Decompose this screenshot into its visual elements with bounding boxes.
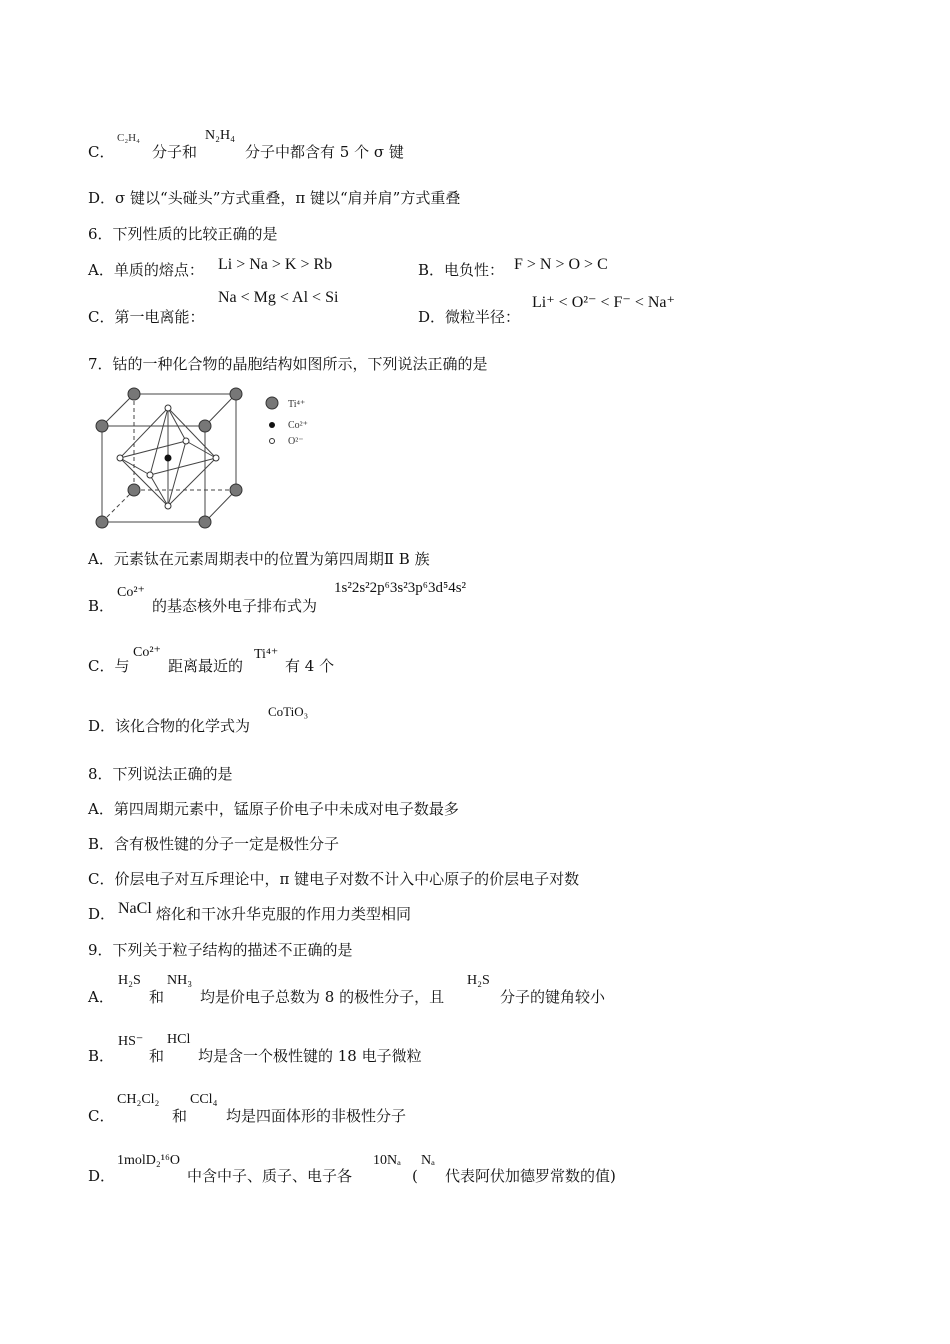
option-text: 熔化和干冰升华克服的作用力类型相同 bbox=[156, 905, 412, 923]
option-text: 中含中子、质子、电子各 bbox=[187, 1167, 353, 1185]
formula-ch2cl2: CH₂Cl₂ bbox=[117, 1092, 160, 1107]
formula-10na: 10Nₐ bbox=[373, 1153, 401, 1168]
formula-hcl: HCl bbox=[167, 1032, 191, 1047]
q6-option-a-label: A．单质的熔点： bbox=[88, 261, 204, 279]
q7-stem: 7．钴的一种化合物的晶胞结构如图所示，下列说法正确的是 bbox=[88, 355, 488, 373]
option-text: 距离最近的 bbox=[168, 657, 244, 675]
q7-option-b-label: B． bbox=[88, 597, 115, 615]
q5-option-c bbox=[88, 142, 114, 162]
formula-ccl4: CCl₄ bbox=[190, 1092, 218, 1107]
option-text: 和 bbox=[149, 1047, 165, 1065]
formula-co2plus: Co²⁺ bbox=[117, 585, 145, 600]
option-text: 均是价电子总数为 8 的极性分子，且 bbox=[200, 988, 445, 1006]
q9-option-a-label: A． bbox=[88, 988, 114, 1006]
legend-o: O²⁻ bbox=[288, 436, 304, 447]
q6-option-d-label: D．微粒半径： bbox=[418, 308, 521, 326]
formula-na: Nₐ bbox=[421, 1153, 435, 1168]
option-text: 和 bbox=[172, 1107, 188, 1125]
option-text: 和 bbox=[149, 988, 165, 1006]
formula-hs-minus: HS⁻ bbox=[118, 1034, 144, 1049]
option-text: 均是含一个极性键的 18 电子微粒 bbox=[198, 1047, 422, 1065]
q6-stem: 6．下列性质的比较正确的是 bbox=[88, 225, 278, 243]
formula-ti4plus: Ti⁴⁺ bbox=[254, 647, 279, 662]
q6-option-b-label: B．电负性： bbox=[418, 261, 505, 279]
q8-option-b: B．含有极性键的分子一定是极性分子 bbox=[88, 835, 340, 853]
formula-c2h4: C₂H₄ bbox=[117, 132, 140, 144]
q8-option-c: C．价层电子对互斥理论中，π 键电子对数不计入中心原子的价层电子对数 bbox=[88, 870, 580, 888]
formula-nacl: NaCl bbox=[118, 900, 152, 917]
option-text: ( bbox=[412, 1167, 418, 1185]
q6-option-d-formula: Li⁺ < O²⁻ < F⁻ < Na⁺ bbox=[532, 294, 675, 311]
option-text: 均是四面体形的非极性分子 bbox=[226, 1107, 407, 1125]
q9-option-b-label: B． bbox=[88, 1047, 115, 1065]
q7-option-d-label: D．该化合物的化学式为 bbox=[88, 717, 251, 735]
q6-option-b-formula: F > N > O > C bbox=[514, 256, 608, 273]
q9-stem: 9．下列关于粒子结构的描述不正确的是 bbox=[88, 941, 353, 959]
legend-co: Co²⁺ bbox=[288, 420, 308, 431]
option-text: 分子的键角较小 bbox=[500, 988, 606, 1006]
formula-co2plus: Co²⁺ bbox=[133, 645, 161, 660]
q6-option-c-formula: Na < Mg < Al < Si bbox=[218, 289, 339, 306]
option-label: C． bbox=[88, 143, 115, 161]
formula-cotio3: CoTiO₃ bbox=[268, 704, 309, 719]
q7-option-c-label: C．与 bbox=[88, 657, 130, 675]
q5-option-d: D．σ 键以“头碰头”方式重叠，π 键以“肩并肩”方式重叠 bbox=[88, 189, 461, 207]
legend-ti: Ti⁴⁺ bbox=[288, 399, 306, 410]
q8-option-d-label: D． bbox=[88, 905, 116, 923]
formula-h2s: H₂S bbox=[118, 973, 141, 988]
option-text: 的基态核外电子排布式为 bbox=[152, 597, 318, 615]
option-text: 有 4 个 bbox=[285, 657, 335, 675]
q8-stem: 8．下列说法正确的是 bbox=[88, 765, 233, 783]
q9-option-c-label: C． bbox=[88, 1107, 115, 1125]
q6-option-c-label: C．第一电离能： bbox=[88, 308, 205, 326]
option-text: 分子中都含有 5 个 σ 键 bbox=[245, 143, 404, 161]
q7-option-a: A．元素钛在元素周期表中的位置为第四周期Ⅱ B 族 bbox=[88, 550, 430, 568]
formula-nh3: NH₃ bbox=[167, 973, 193, 988]
option-text: 代表阿伏加德罗常数的值) bbox=[445, 1167, 616, 1185]
q8-option-a: A．第四周期元素中，锰原子价电子中未成对电子数最多 bbox=[88, 800, 459, 818]
formula-n2h4: N₂H₄ bbox=[205, 128, 235, 143]
formula-d2o: 1molD₂¹⁶O bbox=[117, 1153, 180, 1168]
q9-option-d-label: D． bbox=[88, 1167, 116, 1185]
q6-option-a-formula: Li > Na > K > Rb bbox=[218, 256, 333, 273]
formula-electron-config: 1s²2s²2p⁶3s²3p⁶3d⁵4s² bbox=[334, 580, 467, 596]
formula-h2s: H₂S bbox=[467, 973, 490, 988]
crystal-cell-figure bbox=[88, 378, 328, 538]
option-text: 分子和 bbox=[152, 143, 198, 161]
